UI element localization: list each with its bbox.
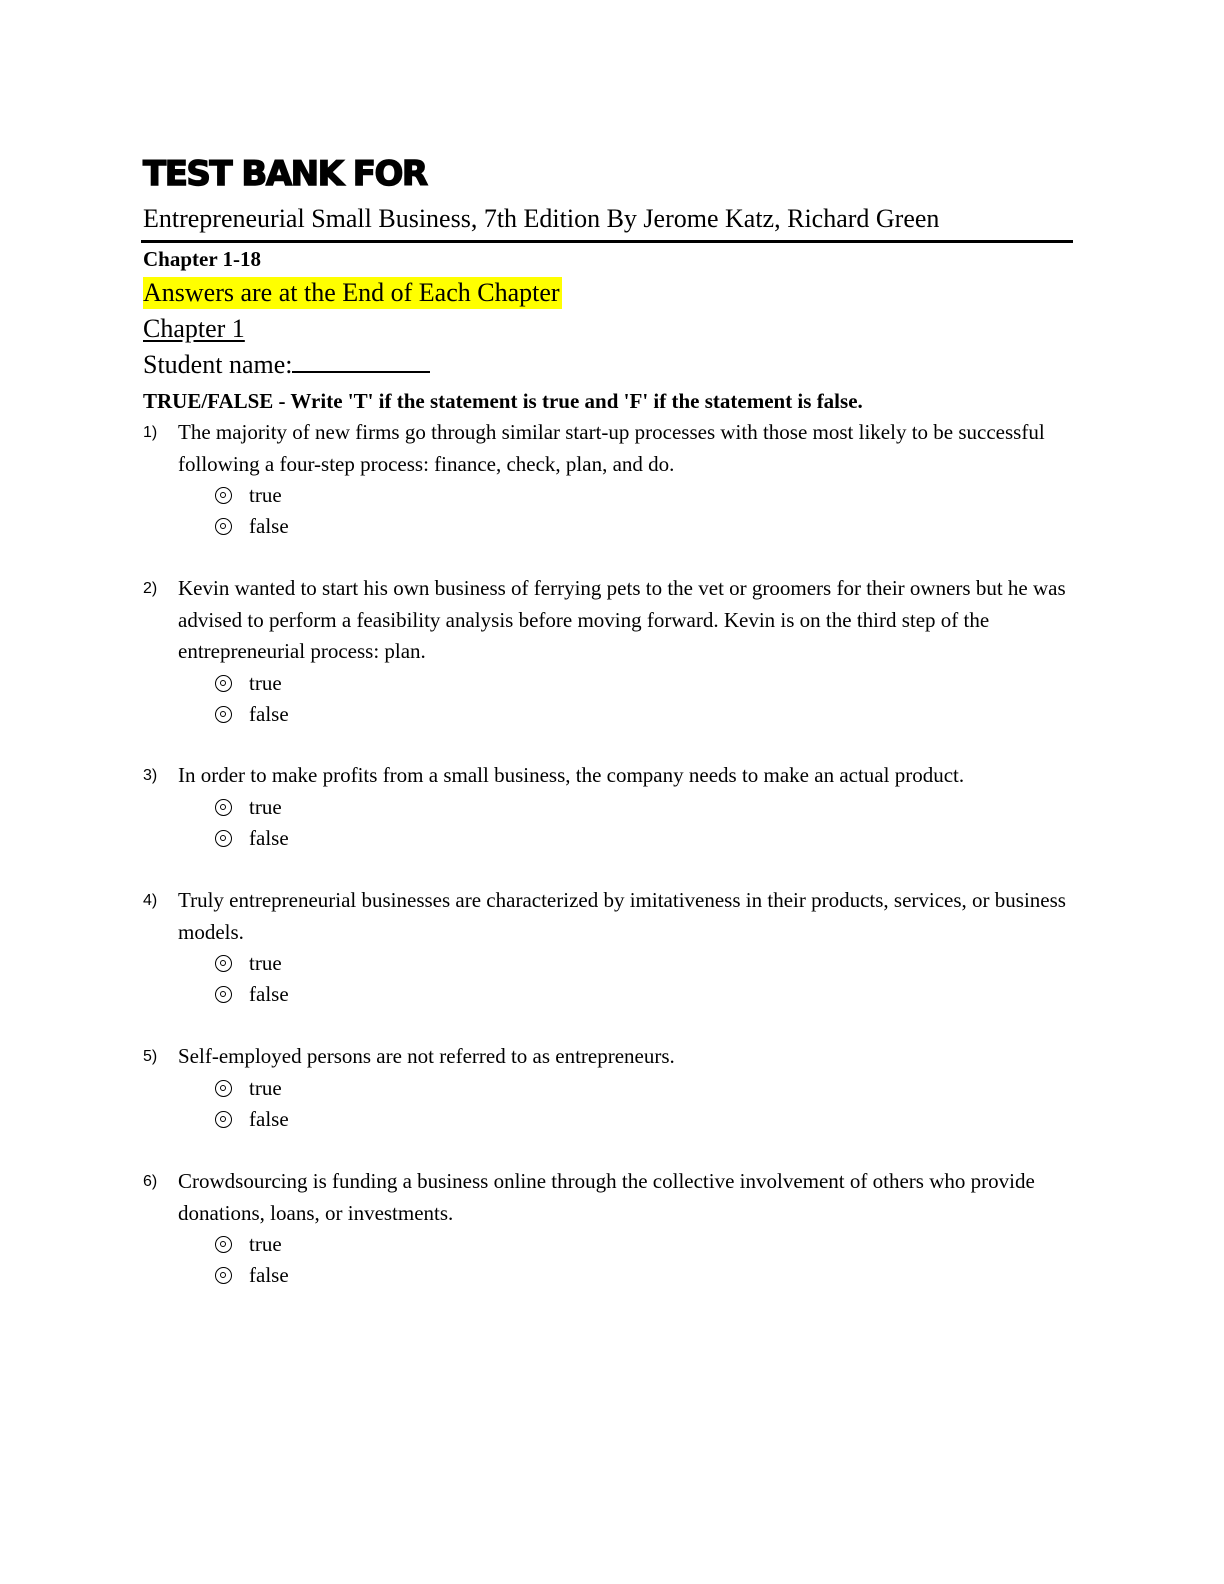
option-label: true: [249, 670, 282, 695]
option-label: false: [249, 1106, 289, 1131]
option-true[interactable]: [215, 1073, 1083, 1104]
option-true[interactable]: [215, 1229, 1083, 1260]
question-number: 1): [143, 424, 158, 441]
radio-icon[interactable]: [215, 706, 232, 723]
title-divider: [141, 240, 1073, 243]
option-label: false: [249, 982, 289, 1006]
question-4: [143, 885, 1083, 1010]
option-label: true: [249, 1232, 282, 1256]
option-false[interactable]: [215, 823, 1083, 854]
book-subtitle: Entrepreneurial Small Business, 7th Edition By Jerome Katz, Richard Green: [143, 204, 940, 233]
question-number: 5): [143, 1048, 158, 1065]
radio-icon[interactable]: [215, 986, 232, 1003]
section-instructions: TRUE/FALSE - Write 'T' if the statement is true and 'F' if the statement is false.: [143, 389, 863, 413]
option-label: true: [249, 794, 282, 819]
question-3: [143, 760, 1083, 854]
option-false[interactable]: [215, 511, 1083, 542]
question-6: [143, 1166, 1083, 1291]
question-1: [143, 417, 1083, 542]
option-label: true: [249, 483, 282, 507]
student-name-label: Student name:: [143, 350, 293, 379]
question-number: 2): [143, 580, 158, 597]
radio-icon[interactable]: [215, 1236, 232, 1253]
option-false[interactable]: [215, 979, 1083, 1010]
option-false[interactable]: [215, 1260, 1083, 1291]
option-true[interactable]: [215, 948, 1083, 979]
question-number: 3): [143, 767, 158, 784]
question-text: Truly entrepreneurial businesses are characterized by imitativeness in their products, services, or business models.: [178, 888, 1066, 944]
question-text: Self-employed persons are not referred to as entrepreneurs.: [178, 1044, 675, 1068]
option-false[interactable]: [215, 1104, 1083, 1135]
radio-icon[interactable]: [215, 487, 232, 504]
option-true[interactable]: [215, 792, 1083, 823]
option-false[interactable]: [215, 699, 1083, 730]
question-number: 4): [143, 892, 158, 909]
student-name-line: [143, 349, 430, 381]
option-label: true: [249, 951, 282, 975]
radio-icon[interactable]: [215, 1267, 232, 1284]
option-label: false: [249, 825, 289, 850]
option-true[interactable]: [215, 480, 1083, 511]
radio-icon[interactable]: [215, 1080, 232, 1097]
radio-icon[interactable]: [215, 518, 232, 535]
chapter-range: Chapter 1-18: [143, 247, 262, 271]
chapter-heading: Chapter 1: [143, 314, 245, 343]
question-2: [143, 573, 1083, 730]
option-label: false: [249, 1263, 289, 1287]
option-label: true: [249, 1075, 282, 1100]
radio-icon[interactable]: [215, 1111, 232, 1128]
option-true[interactable]: [215, 668, 1083, 699]
question-text: Crowdsourcing is funding a business online through the collective involvement of others who provide donations, loans, or investments.: [178, 1169, 1035, 1225]
question-5: [143, 1041, 1083, 1135]
radio-icon[interactable]: [215, 675, 232, 692]
option-label: false: [249, 701, 289, 726]
radio-icon[interactable]: [215, 799, 232, 816]
question-text: Kevin wanted to start his own business of ferrying pets to the vet or groomers for their owners but he was advised to perform a feasibility analysis before moving forward. Kevin is on the third step of the entrepreneurial process: plan.: [178, 576, 1066, 663]
radio-icon[interactable]: [215, 955, 232, 972]
option-label: false: [249, 514, 289, 538]
question-number: 6): [143, 1173, 158, 1190]
student-name-blank[interactable]: [292, 351, 430, 373]
answers-note-highlight: Answers are at the End of Each Chapter: [143, 278, 560, 307]
page-title: TEST BANK FOR: [143, 154, 427, 194]
question-text: The majority of new firms go through similar start-up processes with those most likely to be successful following a four-step process: finance, check, plan, and do.: [178, 420, 1045, 476]
radio-icon[interactable]: [215, 830, 232, 847]
question-text: In order to make profits from a small business, the company needs to make an actual product.: [178, 763, 965, 787]
